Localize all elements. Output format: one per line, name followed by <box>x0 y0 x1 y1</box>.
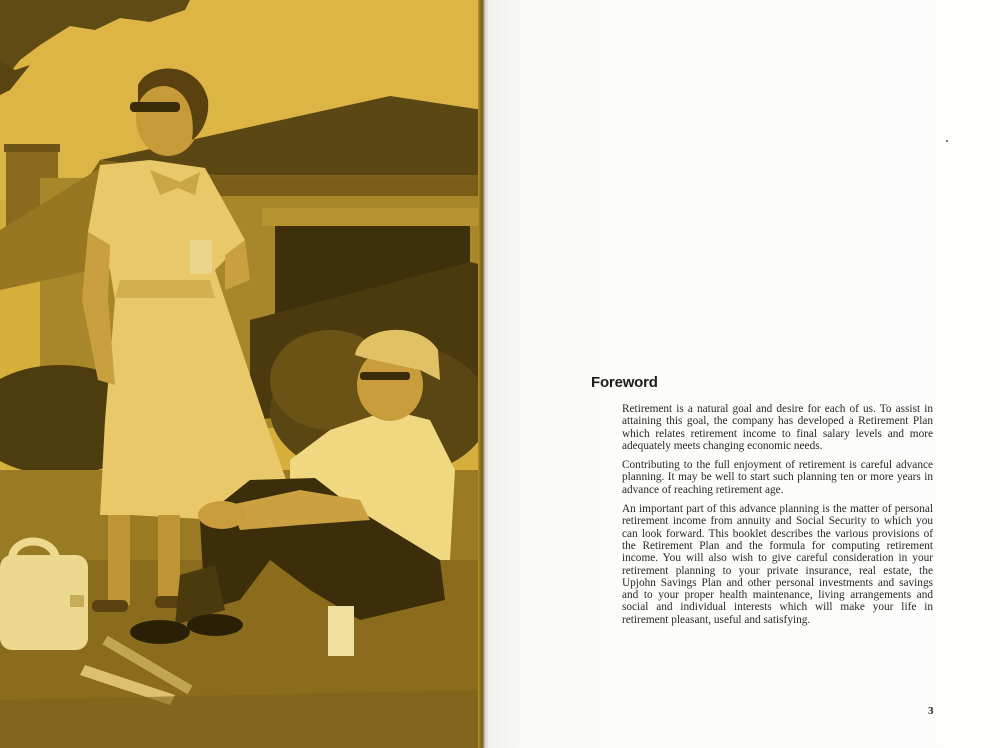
foreword-paragraph-3: An important part of this advance planning is the matter of personal retirement income from annuity and Social Security to which you can look forward. This booklet describes the various provisions of the Retirement Plan and the formula for computing retirement income. You will also wish to give careful consideration in your retirement planning to your private insurance, real estate, the Upjohn Savings Plan and other personal investments and savings and to your proper health maintenance, living arrangements and social and individual interests which will make your life in retirement pleasant, useful and satisfying. <box>622 503 933 626</box>
right-page-foreword <box>488 0 1000 748</box>
retirement-couple-photo <box>0 0 483 748</box>
left-page-photo <box>0 0 483 748</box>
foreword-paragraph-1: Retirement is a natural goal and desire for each of us. To assist in attaining this goal, the company has developed a Retirement Plan which relates retirement income to final salary levels and more adequately meets changing economic needs. <box>622 403 933 452</box>
foreword-paragraph-2: Contributing to the full enjoyment of retirement is careful advance planning. It may be well to start such planning ten or more years in advance of reaching retirement age. <box>622 459 933 496</box>
foreword-heading: Foreword <box>591 374 658 391</box>
page-number: 3 <box>928 705 934 717</box>
paper-speck <box>946 140 948 142</box>
foreword-body <box>622 403 933 633</box>
